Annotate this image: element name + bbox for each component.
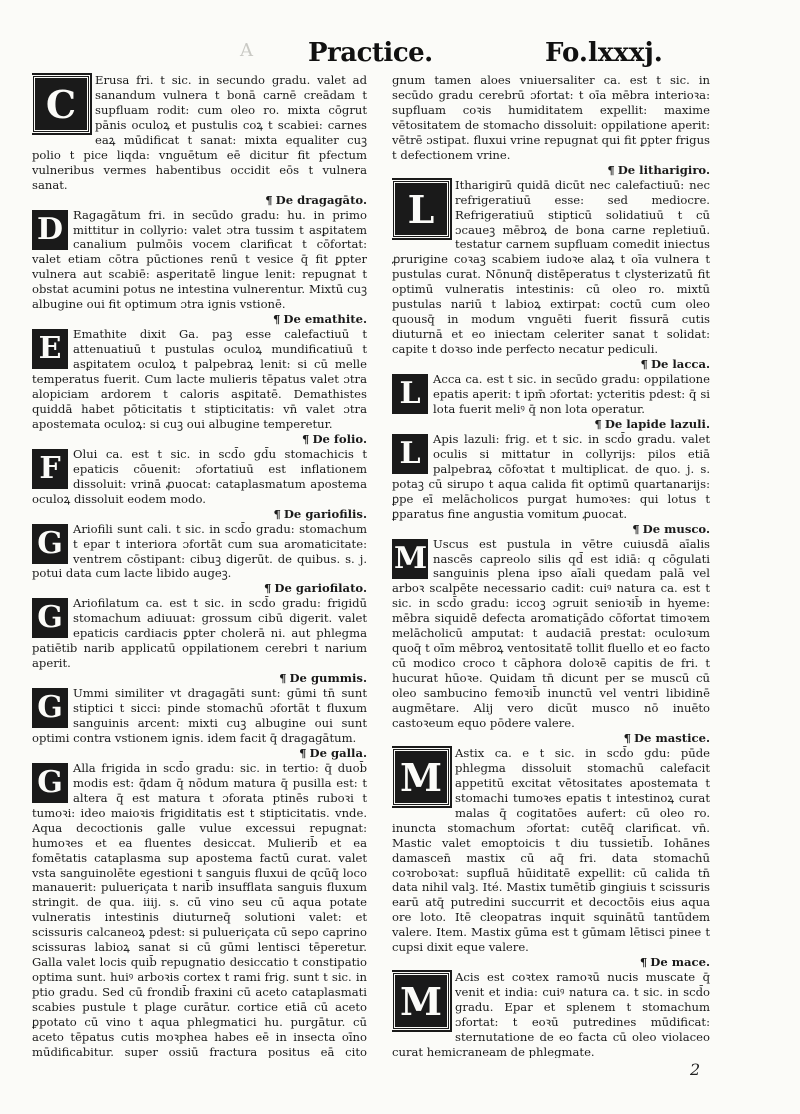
initial-letter: F — [32, 449, 68, 489]
entry-paragraph — [392, 970, 710, 1058]
heading-text: De folio. — [312, 431, 367, 446]
entry-text: Acis est coꝛtex ramoꝛū nucis muscate q̄ venit et india: cuiꝰ natura ca. t sic. in scd̄o gradu. Epar et splenem t stomachum ɔfortat: t eoꝛū putredines mūdificat: sternutatione de eo facta cū oleo violaceo curat hemicraneam de phlegmate. — [392, 970, 710, 1058]
folio-number: Fo.lxxxj. — [545, 38, 663, 68]
entry — [32, 73, 367, 193]
initial-letter: M — [392, 748, 450, 806]
initial-letter: M — [392, 972, 450, 1030]
entry-text: Emathite dixit Ga. paꝫ esse calefactiuū t attenuatiuū t pustulas oculoꝝ mundificatiuū t asꝑitatem oculoꝝ t palpebraꝝ lenit: si cū melle temperatus fuerit. Cum lacte mulieris tēpatus valet ɔtra alopiciam ardorem t caloris asꝑitatē. Demathistes quiddā habet pōticitatis t stipticitatis: vn̄ valet ɔtra apostemata oculoꝝ: si cuꝫ oui albugine temperetur. — [32, 327, 367, 431]
entry-heading — [392, 417, 710, 432]
entry-text: Uscus est pustula in vētre cuiusdā aīalis nascēs capreolo silis qd̄ est idiā: q cōgulati sanguinis plena ipso aīali quedam palā vel arboꝛ scalpēte necessario cadit: cuiꝰ natura ca. est t sic. in scd̄o gradu: iccoꝫ ɔgruit senioꝛib̄ in hyeme: mēbra siquidē defecta aromatiçādo cōfortat timoꝛem melācholicū amputat: t audaciā prestat: oculoꝛum quoq̄ t oīm mēbroꝝ ventositatē tollit fluello et eo facto cū modico croco t cāphora doloꝛē capitis de fri. t hucurat hūoꝛe. Quidam tn̄ dicunt per se muscū cū oleo sambucino femoꝛib̄ inunctū vel ventri libidinē augmētare. Alij vero dicūt musco nō inuēto castoꝛeum equo pōdere valere. — [392, 536, 710, 730]
pilcrow-icon: ¶ — [264, 581, 272, 596]
entry-paragraph — [392, 746, 710, 955]
signature-mark: 2 — [690, 1060, 701, 1079]
entry-paragraph — [32, 73, 367, 193]
entry-paragraph — [32, 447, 367, 507]
pilcrow-icon: ¶ — [299, 745, 307, 760]
entry-heading — [32, 581, 367, 596]
pilcrow-icon: ¶ — [607, 162, 615, 177]
entry-text: Alla frigida in scd̄o gradu: sic. in tertio: q̄ duob̄ modis est: q̄dam q̄ nōdum matura q̄ pusilla est: t altera q̄ est matura t ɔforata ptinēs ruboꝛi t tumoꝛi: ideo maioꝛis frigiditatis est t stipticitatis. vnde. Aqua decoctionis galle vulue excessui repugnat: humoꝛes et ea fluentes desiccat. Mulierib̄ et ea fomētatis cataplasma sup apostema factū curat. valet vsta sanguinolēte egestioni t sanguis fluxui de qcūq̄ loco manauerit: pulueriçata t narib̄ insufflata sanguis fluxum stringit. de qua. iiij. s. cū vino seu cū aqua potate vulneratis intestinis diuturneq̄ solutioni valet: et scissuris calcaneoꝝ pdest: si pulueriçata cū sepo caprino scissuras labioꝝ sanat si cū gūmi lentisci tēperetur. Galla valet locis quib̄ repugnatio desiccatio t constipatio optima sunt. huiꝰ arboꝛis cortex t rami frig. sunt t sic. in ptio gradu. Sed cū frondib̄ fraxini cū aceto cataplasmati scabies pustule t plage curātur. cortice etiā cū aceto ꝑpotato cū vino t aqua phlegmatici hu. purgātur. cū aceto tēpatus cutis moꝛphea habes eē in insecta oīno mūdificabitur. super ossiū fractura positus eā cito — [32, 760, 367, 1058]
entry-heading — [392, 731, 710, 746]
entry-text: Itharigirū quidā dicūt nec calefactiuū: nec refrigeratiuū esse: sed mediocre. Refrigeratiuū stipticū solidatiuū t cū ɔcaueꝫ mēbroꝝ de bona carne repletiuū. testatur carnem supfluam comedit iniectus ꝓrurigine coꝛaꝫ scabiem iudoꝛe alaꝝ t oīa vulnera t pustulas curat. Nōnunq̄ distēperatus t clysterizatū fit optimū vulneratis intestinis: cū oleo ro. mixtū pustulas nariū t labioꝝ extirpat: coctū cum oleo quousq̄ in modum vnguēti fuerit fissurā cutis diuturnā et eo iniectam celeriter sanat t solidat: capite t doꝛso inde perfecto necatur pediculi. — [392, 177, 710, 357]
entry-paragraph — [32, 596, 367, 671]
entry-paragraph — [392, 537, 710, 731]
pilcrow-icon: ¶ — [302, 431, 310, 446]
entry-paragraph — [32, 761, 367, 1058]
entry-paragraph — [32, 327, 367, 432]
pilcrow-icon: ¶ — [273, 312, 281, 327]
entry — [32, 671, 367, 746]
entry-paragraph — [392, 73, 710, 163]
entry — [392, 73, 710, 163]
heading-text: De lacca. — [650, 357, 710, 372]
initial-letter: L — [392, 434, 428, 474]
page-header — [0, 38, 800, 74]
heading-text: De litharigiro. — [617, 162, 710, 177]
entry-heading — [32, 671, 367, 686]
entry-text: Ragagātum fri. in secūdo gradu: hu. in primo mittitur in collyrio: valet ɔtra tussim t asꝑitatem canalium pulmōis vocem clarificat t cōfortat: valet etiam cōtra pūctiones renū t vesice q̄ fit ꝑpter vulnera aut scabiē: asꝑeritatē lingue lenit: repugnat t obstat acumini potus ne intestina vulnerentur. Mixtū cuꝫ albugine oui fit optimum ɔtra ignis vstionē. — [32, 207, 367, 312]
entry-heading — [392, 955, 710, 970]
entry-heading — [32, 432, 367, 447]
initial-letter: L — [392, 180, 450, 238]
initial-letter: E — [32, 329, 68, 369]
pilcrow-icon: ¶ — [594, 416, 602, 431]
entry-heading — [392, 163, 710, 178]
heading-text: De mace. — [650, 955, 710, 970]
entry-text: gnum tamen aloes vniuersaliter ca. est t sic. in secūdo gradu cerebrū ɔfortat: t oīa mēbra interioꝛa: supfluam coꝛis humiditatem expellit: maxime vētositatem de stomacho dissoluit: oppilatione aperit: vētrē ɔstipat. fluxui vrine repugnat qui fit ꝑpter frigus t defectionem vrine. — [392, 73, 710, 162]
entry-text: Acca ca. est t sic. in secūdo gradu: oppilatione epatis aperit: t ipm̄ ɔfortat: ycteritis pdest: q̄ si lota fuerit meliꝰ q̄ non lota operatur. — [433, 372, 710, 416]
entry-text: Ariofili sunt cali. t sic. in scd̄o gradu: stomachum t epar t interiora ɔfortāt cum sua aromaticitate: ventrem cōstipant: cibuꝫ digerūt. de quibus. s. j. potui data cum lacte libido augeꝫ. — [32, 521, 367, 581]
heading-text: De dragagāto. — [275, 192, 367, 207]
pilcrow-icon: ¶ — [273, 506, 281, 521]
initial-letter: G — [32, 524, 68, 564]
entry-paragraph — [392, 178, 710, 357]
entry — [32, 432, 367, 507]
running-title: Practice. — [308, 38, 433, 68]
entry-paragraph — [32, 208, 367, 313]
entry — [32, 312, 367, 432]
entry-paragraph — [392, 432, 710, 522]
entry-heading — [32, 193, 367, 208]
pilcrow-icon: ¶ — [639, 955, 648, 970]
entry-text: Astix ca. e t sic. in scd̄o gdu: pūde phlegma dissoluit stomachū calefacit appetitū excitat vētositates apostemata t stomachi tumoꝛes epatis t intestinoꝝ curat malas q̄ cogitatōes aufert: cū oleo ro. inuncta stomachum ɔfortat: cutēq̄ clarificat. vn̄. Mastic valet emoptoicis t diu tussietib̄. Iohānes damascen̄ mastix cū aq̄ fri. data stomachū coꝛroboꝛat: supfluā hūiditatē expellit: cū calida tn̄ data nihil valꝫ. Ité. Mastix tumētib̄ gingiuis t scissuris earū atq̄ putredini succurrit et decoctōis eius aqua ore loto. Itē cleopatras inquit squinātū tantūdem valere. Item. Mastix gūma est t gūmam lētisci pinee t cupsi dixit eque valere. — [392, 745, 710, 955]
entry-paragraph — [32, 686, 367, 746]
entry-text: Erusa fri. t sic. in secundo gradu. valet ad sanandum vulnera t bonā carnē creādam t supfluam rodit: cum oleo ro. mixta cōgrut pānis oculoꝝ et pustulis coꝝ t scabiei: carnes eaꝝ mūdificat t sanat: mixta equaliter cuꝫ polio t pice liqda: vnguētum eē dicitur fit pfectum vulneribus vermes habentibus occidit eōs t vulnera sanat. — [32, 73, 367, 192]
left-column — [32, 73, 367, 1058]
initial-letter: D — [32, 210, 68, 250]
entry — [392, 357, 710, 417]
heading-text: De galla. — [309, 745, 367, 760]
entry — [392, 417, 710, 522]
entry — [392, 731, 710, 955]
pilcrow-icon: ¶ — [640, 357, 648, 372]
entry — [392, 163, 710, 357]
initial-letter: G — [32, 688, 68, 728]
pilcrow-icon: ¶ — [265, 192, 273, 207]
initial-letter: M — [392, 539, 428, 579]
pilcrow-icon: ¶ — [279, 671, 287, 686]
heading-text: De gariofilis. — [283, 506, 367, 521]
pilcrow-icon: ¶ — [632, 521, 640, 536]
heading-text: De gummis. — [289, 671, 367, 686]
right-column — [392, 73, 710, 1058]
entry — [392, 955, 710, 1058]
entry-heading — [392, 357, 710, 372]
initial-letter: G — [32, 763, 68, 803]
heading-text: De gariofilato. — [274, 581, 367, 596]
entry-text: Ariofilatum ca. est t sic. in scd̄o gradu: frigidū stomachum adiuuat: grossum cibū digerit. valet epaticis cardiacis ꝑpter cholerā ni. aut phlegma patiētib narib applicatū oppilationem cerebri t narium aperit. — [32, 596, 367, 671]
entry-heading — [32, 507, 367, 522]
initial-letter: C — [32, 75, 90, 133]
entry-text: Ummi similiter vt dragagāti sunt: gūmi tn̄ sunt stiptici t sicci: pinde stomachū ɔfortāt t fluxum sanguinis arcent: mixti cuꝫ albugine oui sunt optimi contra vstionem ignis. idem facit q̄ dragagātum. — [32, 686, 367, 745]
entry-paragraph — [392, 372, 710, 417]
heading-text: De lapide lazuli. — [604, 416, 710, 431]
entry — [32, 507, 367, 582]
heading-text: De musco. — [642, 521, 710, 536]
entry — [32, 746, 367, 1058]
heading-text: De emathite. — [283, 312, 367, 327]
entry — [32, 193, 367, 313]
entry — [392, 522, 710, 731]
entry — [32, 581, 367, 671]
heading-text: De mastice. — [633, 730, 710, 745]
entry-text: Olui ca. est t sic. in scd̄o gd̄u stomachicis t epaticis cōuenit: ɔfortatiuū est inflationem dissoluit: vrinā ꝓuocat: cataplasmatum apostema oculoꝝ dissoluit eodem modo. — [32, 446, 367, 506]
entry-heading — [32, 312, 367, 327]
initial-letter: G — [32, 598, 68, 638]
pilcrow-icon: ¶ — [623, 730, 631, 745]
entry-heading — [32, 746, 367, 761]
entry-heading — [392, 522, 710, 537]
entry-paragraph — [32, 522, 367, 582]
entry-text: Apis lazuli: frig. et t sic. in scd̄o gradu. valet oculis si mittatur in collyrijs: pilos etiā palpebraꝝ cōfoꝛtat t multiplicat. de quo. j. s. potaꝫ cū sirupo t aqua calida fit optimū quartanarijs: ꝑpe eī melācholicos purgat humoꝛes: qui lotus t ꝑparatus fine angustia vomitum ꝓuocat. — [392, 431, 710, 521]
initial-letter: L — [392, 374, 428, 414]
bleed-through-glyph: A — [240, 40, 253, 61]
